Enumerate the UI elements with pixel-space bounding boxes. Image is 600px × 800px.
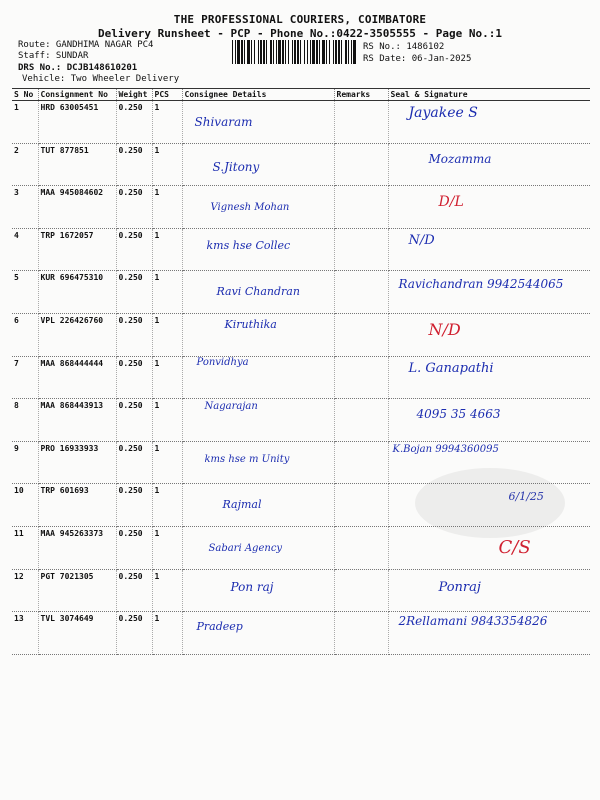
sno-cell: 13	[12, 612, 38, 655]
pcs-cell: 1	[152, 484, 182, 527]
seal-handwriting: N/D	[408, 232, 435, 248]
drs-number: DRS No.: DCJB148610201	[18, 63, 138, 73]
weight-cell: 0.250	[116, 143, 152, 186]
weight-cell: 0.250	[116, 526, 152, 569]
remarks-cell	[334, 484, 388, 527]
weight-cell: 0.250	[116, 484, 152, 527]
sno-cell: 10	[12, 484, 38, 527]
pcs-cell: 1	[152, 356, 182, 399]
consignee-handwriting: kms hse m Unity	[204, 453, 290, 465]
consignee-cell	[182, 484, 334, 527]
remarks-cell	[334, 356, 388, 399]
pcs-cell: 1	[152, 526, 182, 569]
table-row	[12, 143, 590, 186]
seal-cell	[388, 399, 590, 442]
consignee-cell	[182, 441, 334, 484]
consignee-cell	[182, 186, 334, 229]
runsheet-title: Delivery Runsheet - PCP - Phone No.:0422-3505555 - Page No.:1	[98, 27, 502, 40]
consignee-handwriting: Ravi Chandran	[216, 285, 300, 299]
consignee-cell	[182, 526, 334, 569]
consignee-handwriting: Pon raj	[230, 579, 274, 594]
sno-cell: 2	[12, 143, 38, 186]
seal-handwriting: L. Ganapathi	[408, 360, 494, 376]
pcs-cell: 1	[152, 101, 182, 144]
consignee-cell	[182, 399, 334, 442]
consignee-cell	[182, 228, 334, 271]
table-row	[12, 612, 590, 655]
seal-handwriting: Ponraj	[438, 579, 481, 595]
consignment-cell: VPL 226426760	[38, 313, 116, 356]
table-row	[12, 399, 590, 442]
weight-cell: 0.250	[116, 356, 152, 399]
weight-cell: 0.250	[116, 186, 152, 229]
pcs-cell: 1	[152, 569, 182, 612]
seal-cell	[388, 313, 590, 356]
consignment-cell: TUT 877851	[38, 143, 116, 186]
consignee-handwriting: Shivaram	[194, 115, 253, 129]
remarks-cell	[334, 101, 388, 144]
table-row	[12, 569, 590, 612]
consignee-handwriting: Pradeep	[196, 620, 243, 634]
consignee-cell	[182, 271, 334, 314]
seal-handwriting: 6/1/25	[508, 490, 544, 504]
sno-cell: 8	[12, 399, 38, 442]
weight-cell: 0.250	[116, 612, 152, 655]
consignee-handwriting: Vignesh Mohan	[210, 202, 290, 214]
pcs-cell: 1	[152, 399, 182, 442]
remarks-cell	[334, 612, 388, 655]
table-row	[12, 186, 590, 229]
seal-cell	[388, 356, 590, 399]
seal-cell	[388, 186, 590, 229]
weight-cell: 0.250	[116, 101, 152, 144]
weight-cell: 0.250	[116, 569, 152, 612]
remarks-cell	[334, 569, 388, 612]
col-consignee: Consignee Details	[182, 89, 334, 101]
consignee-handwriting: Rajmal	[222, 498, 262, 512]
consignment-cell: HRD 63005451	[38, 101, 116, 144]
seal-cell	[388, 143, 590, 186]
consignee-handwriting: Nagarajan	[204, 401, 258, 413]
seal-handwriting: Mozamma	[428, 151, 492, 166]
consignment-cell: PGT 7021305	[38, 569, 116, 612]
seal-handwriting: D/L	[438, 194, 464, 211]
weight-cell: 0.250	[116, 271, 152, 314]
route-label: Route: GANDHIMA NAGAR PC4	[18, 40, 154, 50]
consignment-cell: MAA 868443913	[38, 399, 116, 442]
sno-cell: 11	[12, 526, 38, 569]
seal-cell	[388, 228, 590, 271]
pcs-cell: 1	[152, 313, 182, 356]
consignee-handwriting: Kiruthika	[224, 317, 277, 331]
col-weight: Weight	[116, 89, 152, 101]
rs-date: RS Date: 06-Jan-2025	[363, 54, 472, 64]
sno-cell: 9	[12, 441, 38, 484]
remarks-cell	[334, 313, 388, 356]
col-remarks: Remarks	[334, 89, 388, 101]
seal-cell	[388, 612, 590, 655]
weight-cell: 0.250	[116, 441, 152, 484]
consignee-handwriting: Sabari Agency	[208, 542, 283, 554]
sno-cell: 4	[12, 228, 38, 271]
consignment-cell: TVL 3074649	[38, 612, 116, 655]
vehicle-label: Vehicle: Two Wheeler Delivery	[22, 74, 180, 84]
sno-cell: 3	[12, 186, 38, 229]
remarks-cell	[334, 228, 388, 271]
consignment-cell: MAA 945263373	[38, 526, 116, 569]
pcs-cell: 1	[152, 612, 182, 655]
consignee-handwriting: Ponvidhya	[196, 356, 249, 368]
seal-handwriting: 4095 35 4663	[416, 407, 501, 422]
consignee-handwriting: S.Jitony	[212, 159, 260, 174]
pcs-cell: 1	[152, 186, 182, 229]
consignee-cell	[182, 313, 334, 356]
consignment-cell: KUR 696475310	[38, 271, 116, 314]
col-consignment: Consignment No	[38, 89, 116, 101]
remarks-cell	[334, 143, 388, 186]
seal-handwriting: N/D	[428, 319, 461, 339]
table-header-row	[12, 89, 590, 101]
rs-number: RS No.: 1486102	[363, 42, 445, 52]
company-name: THE PROFESSIONAL COURIERS, COIMBATORE	[173, 13, 427, 26]
consignee-handwriting: kms hse Collec	[206, 238, 291, 252]
consignee-cell	[182, 356, 334, 399]
pcs-cell: 1	[152, 271, 182, 314]
consignee-cell	[182, 143, 334, 186]
staff-label: Staff: SUNDAR	[18, 51, 89, 61]
weight-cell: 0.250	[116, 399, 152, 442]
col-seal: Seal & Signature	[388, 89, 590, 101]
remarks-cell	[334, 441, 388, 484]
pcs-cell: 1	[152, 441, 182, 484]
table-row	[12, 101, 590, 144]
table-row	[12, 313, 590, 356]
sno-cell: 12	[12, 569, 38, 612]
col-pcs: PCS	[152, 89, 182, 101]
consignment-cell: TRP 601693	[38, 484, 116, 527]
seal-cell	[388, 271, 590, 314]
consignee-cell	[182, 101, 334, 144]
seal-handwriting: Ravichandran 9942544065	[398, 277, 564, 292]
remarks-cell	[334, 186, 388, 229]
col-sno: S No	[12, 89, 38, 101]
runsheet-table	[12, 88, 590, 655]
seal-handwriting: Jayakee S	[408, 105, 478, 121]
weight-cell: 0.250	[116, 228, 152, 271]
seal-handwriting: 2Rellamani 9843354826	[398, 614, 548, 629]
table-row	[12, 228, 590, 271]
pcs-cell: 1	[152, 143, 182, 186]
consignment-cell: TRP 1672057	[38, 228, 116, 271]
sno-cell: 7	[12, 356, 38, 399]
sno-cell: 5	[12, 271, 38, 314]
consignment-cell: MAA 945084602	[38, 186, 116, 229]
consignee-cell	[182, 569, 334, 612]
pcs-cell: 1	[152, 228, 182, 271]
remarks-cell	[334, 399, 388, 442]
consignment-cell: MAA 868444444	[38, 356, 116, 399]
sno-cell: 6	[12, 313, 38, 356]
table-row	[12, 271, 590, 314]
weight-cell: 0.250	[116, 313, 152, 356]
courier-stamp	[415, 468, 565, 538]
table-row	[12, 356, 590, 399]
seal-handwriting: K.Bojan 9994360095	[392, 443, 499, 455]
remarks-cell	[334, 271, 388, 314]
seal-handwriting: C/S	[498, 536, 531, 558]
consignee-cell	[182, 612, 334, 655]
seal-cell	[388, 569, 590, 612]
remarks-cell	[334, 526, 388, 569]
sno-cell: 1	[12, 101, 38, 144]
barcode	[232, 40, 356, 64]
consignment-cell: PRO 16933933	[38, 441, 116, 484]
seal-cell	[388, 101, 590, 144]
